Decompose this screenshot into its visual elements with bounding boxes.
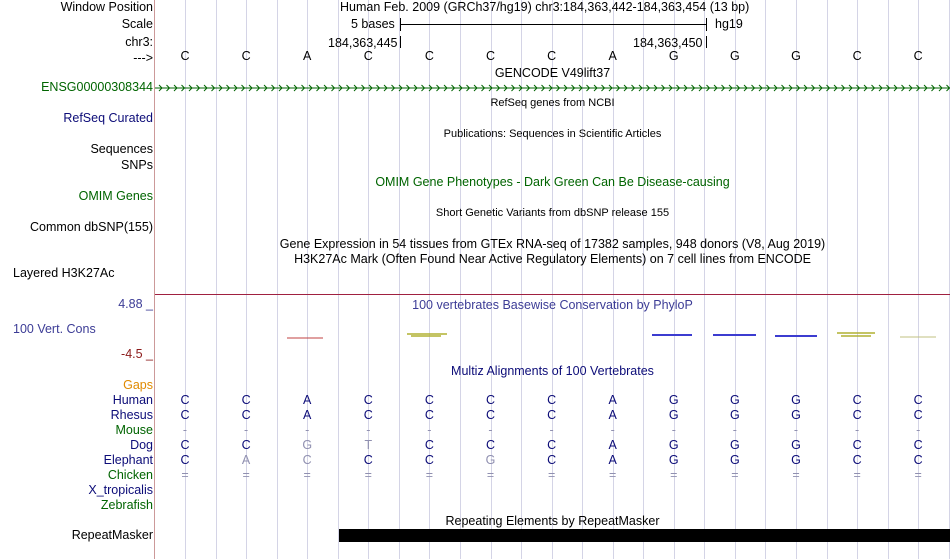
aligned-base: C bbox=[363, 408, 373, 422]
aligned-base: G bbox=[668, 408, 679, 422]
aligned-base: = bbox=[242, 468, 250, 482]
scale-label: Scale bbox=[121, 17, 153, 31]
aligned-base: G bbox=[791, 408, 801, 422]
aligned-base: - bbox=[488, 423, 493, 437]
aligned-base: A bbox=[608, 393, 617, 407]
assembly-label: hg19 bbox=[715, 17, 743, 31]
aligned-base: = bbox=[670, 468, 678, 482]
species-label[interactable]: Elephant bbox=[103, 453, 153, 467]
aligned-base: A bbox=[241, 453, 251, 467]
refseq-title: RefSeq genes from NCBI bbox=[490, 97, 615, 109]
aligned-base: = bbox=[731, 468, 739, 482]
aligned-base: C bbox=[547, 408, 557, 422]
aligned-base: = bbox=[914, 468, 922, 482]
aligned-base: G bbox=[302, 438, 313, 452]
reference-base: G bbox=[668, 49, 679, 63]
h3k27ac-label[interactable]: Layered H3K27Ac bbox=[13, 266, 115, 280]
aligned-base: C bbox=[241, 438, 251, 452]
aligned-base: G bbox=[730, 438, 740, 452]
aligned-base: T bbox=[364, 438, 373, 452]
species-label[interactable]: Mouse bbox=[115, 423, 153, 437]
coordinate-2-tick bbox=[706, 36, 707, 48]
cons-min-label: -4.5 _ bbox=[121, 347, 153, 361]
aligned-base: = bbox=[181, 468, 189, 482]
aligned-base: = bbox=[364, 468, 372, 482]
cons-label[interactable]: 100 Vert. Cons bbox=[13, 322, 96, 336]
aligned-base: A bbox=[303, 408, 312, 422]
h3k27ac-baseline bbox=[155, 294, 950, 295]
repeatmasker-title: Repeating Elements by RepeatMasker bbox=[445, 514, 660, 528]
window-position-label: Window Position bbox=[60, 0, 153, 14]
scale-bar-right-tick bbox=[706, 18, 707, 31]
aligned-base: G bbox=[791, 393, 801, 407]
species-label[interactable]: Chicken bbox=[107, 468, 153, 482]
omim-label[interactable]: OMIM Genes bbox=[78, 189, 153, 203]
aligned-base: = bbox=[853, 468, 861, 482]
aligned-base: C bbox=[241, 408, 251, 422]
aligned-base: G bbox=[668, 438, 679, 452]
species-label[interactable]: Zebrafish bbox=[100, 498, 153, 512]
repeat-element-bar[interactable] bbox=[339, 529, 950, 542]
aligned-base: C bbox=[547, 438, 557, 452]
aligned-base: C bbox=[852, 393, 862, 407]
omim-title: OMIM Gene Phenotypes - Dark Green Can Be Disease-causing bbox=[375, 175, 730, 189]
aligned-base: G bbox=[730, 393, 740, 407]
aligned-base: G bbox=[668, 453, 679, 467]
aligned-base: C bbox=[547, 393, 557, 407]
aligned-base: C bbox=[852, 453, 862, 467]
aligned-base: - bbox=[916, 423, 921, 437]
aligned-base: C bbox=[363, 453, 373, 467]
aligned-base: - bbox=[244, 423, 249, 437]
aligned-base: C bbox=[485, 408, 496, 422]
reference-base: G bbox=[791, 49, 801, 63]
aligned-base: G bbox=[730, 408, 740, 422]
scale-bar-text: 5 bases bbox=[351, 17, 395, 31]
aligned-base: G bbox=[485, 453, 496, 467]
aligned-base: - bbox=[855, 423, 860, 437]
aligned-base: C bbox=[180, 408, 190, 422]
aligned-base: A bbox=[608, 453, 617, 467]
aligned-base: C bbox=[485, 438, 496, 452]
sequences-label[interactable]: Sequences bbox=[90, 142, 153, 156]
scale-bar-left-tick bbox=[400, 18, 401, 31]
aligned-base: G bbox=[791, 453, 801, 467]
aligned-base: - bbox=[366, 423, 371, 437]
conservation-graph bbox=[155, 325, 950, 345]
aligned-base: C bbox=[424, 393, 434, 407]
species-label[interactable]: Human bbox=[112, 393, 153, 407]
aligned-base: C bbox=[424, 438, 434, 452]
reference-base: A bbox=[303, 49, 312, 63]
snps-label[interactable]: SNPs bbox=[121, 158, 153, 172]
aligned-base: - bbox=[305, 423, 310, 437]
aligned-base: C bbox=[302, 453, 312, 467]
coordinate-1-tick bbox=[400, 36, 401, 48]
aligned-base: C bbox=[913, 408, 923, 422]
aligned-base: - bbox=[182, 423, 188, 437]
gaps-label[interactable]: Gaps bbox=[123, 378, 153, 392]
scale-bar bbox=[401, 24, 706, 25]
aligned-base: C bbox=[913, 453, 923, 467]
aligned-base: - bbox=[610, 423, 615, 437]
aligned-base: C bbox=[363, 393, 373, 407]
aligned-base: A bbox=[608, 408, 617, 422]
aligned-base: = bbox=[547, 468, 556, 482]
species-label[interactable]: X_tropicalis bbox=[88, 483, 153, 497]
aligned-base: - bbox=[671, 423, 676, 437]
aligned-base: - bbox=[732, 423, 737, 437]
strand-label: ---> bbox=[133, 51, 153, 65]
aligned-base: C bbox=[485, 393, 496, 407]
aligned-base: = bbox=[792, 468, 800, 482]
aligned-base: G bbox=[668, 393, 679, 407]
coordinate-1: 184,363,445 bbox=[328, 36, 398, 50]
aligned-base: A bbox=[303, 393, 312, 407]
aligned-base: = bbox=[303, 468, 311, 482]
reference-base: A bbox=[608, 49, 617, 63]
aligned-base: C bbox=[180, 393, 190, 407]
reference-base: C bbox=[180, 49, 190, 63]
chrom-label: chr3: bbox=[125, 35, 153, 49]
reference-base: C bbox=[547, 49, 557, 63]
aligned-base: C bbox=[180, 453, 190, 467]
aligned-base: C bbox=[424, 408, 434, 422]
refseq-label[interactable]: RefSeq Curated bbox=[63, 111, 153, 125]
species-label[interactable]: Dog bbox=[130, 438, 153, 452]
aligned-base: C bbox=[852, 438, 862, 452]
aligned-base: C bbox=[241, 393, 251, 407]
aligned-base: = bbox=[609, 468, 617, 482]
gtex-title: Gene Expression in 54 tissues from GTEx RNA-seq of 17382 samples, 948 donors (V8, Aug 2019) bbox=[279, 237, 826, 251]
reference-base: C bbox=[363, 49, 373, 63]
cons-max-label: 4.88 _ bbox=[118, 297, 153, 311]
cons-title: 100 vertebrates Basewise Conservation by PhyloP bbox=[412, 298, 693, 312]
position-text: Human Feb. 2009 (GRCh37/hg19) chr3:184,363,442-184,363,454 (13 bp) bbox=[340, 0, 750, 14]
publications-title: Publications: Sequences in Scientific Articles bbox=[443, 128, 662, 140]
reference-base: C bbox=[913, 49, 923, 63]
aligned-base: = bbox=[486, 468, 495, 482]
aligned-base: C bbox=[424, 453, 434, 467]
aligned-base: G bbox=[730, 453, 740, 467]
reference-base: G bbox=[730, 49, 740, 63]
reference-base: C bbox=[485, 49, 496, 63]
aligned-base: C bbox=[852, 408, 862, 422]
aligned-base: C bbox=[913, 393, 923, 407]
gencode-gene-feature[interactable] bbox=[155, 82, 950, 94]
aligned-base: G bbox=[791, 438, 801, 452]
aligned-base: - bbox=[793, 423, 799, 437]
aligned-base: - bbox=[549, 423, 554, 437]
reference-base: C bbox=[852, 49, 862, 63]
h3k27ac-title: H3K27Ac Mark (Often Found Near Active Regulatory Elements) on 7 cell lines from ENCODE bbox=[294, 252, 811, 266]
aligned-base: C bbox=[913, 438, 923, 452]
aligned-base: = bbox=[425, 468, 434, 482]
gencode-title: GENCODE V49lift37 bbox=[494, 66, 611, 80]
dbsnp-label[interactable]: Common dbSNP(155) bbox=[30, 220, 153, 234]
reference-base: C bbox=[424, 49, 434, 63]
coordinate-2: 184,363,450 bbox=[633, 36, 703, 50]
aligned-base: - bbox=[427, 423, 432, 437]
multiz-title: Multiz Alignments of 100 Vertebrates bbox=[451, 364, 654, 378]
gencode-gene-label[interactable]: ENSG00000308344 bbox=[41, 80, 153, 94]
repeatmasker-label[interactable]: RepeatMasker bbox=[71, 528, 153, 542]
dbsnp-title: Short Genetic Variants from dbSNP release 155 bbox=[435, 207, 670, 219]
aligned-base: A bbox=[608, 438, 617, 452]
species-label[interactable]: Rhesus bbox=[110, 408, 153, 422]
aligned-base: C bbox=[547, 453, 557, 467]
aligned-base: C bbox=[180, 438, 190, 452]
reference-base: C bbox=[241, 49, 251, 63]
